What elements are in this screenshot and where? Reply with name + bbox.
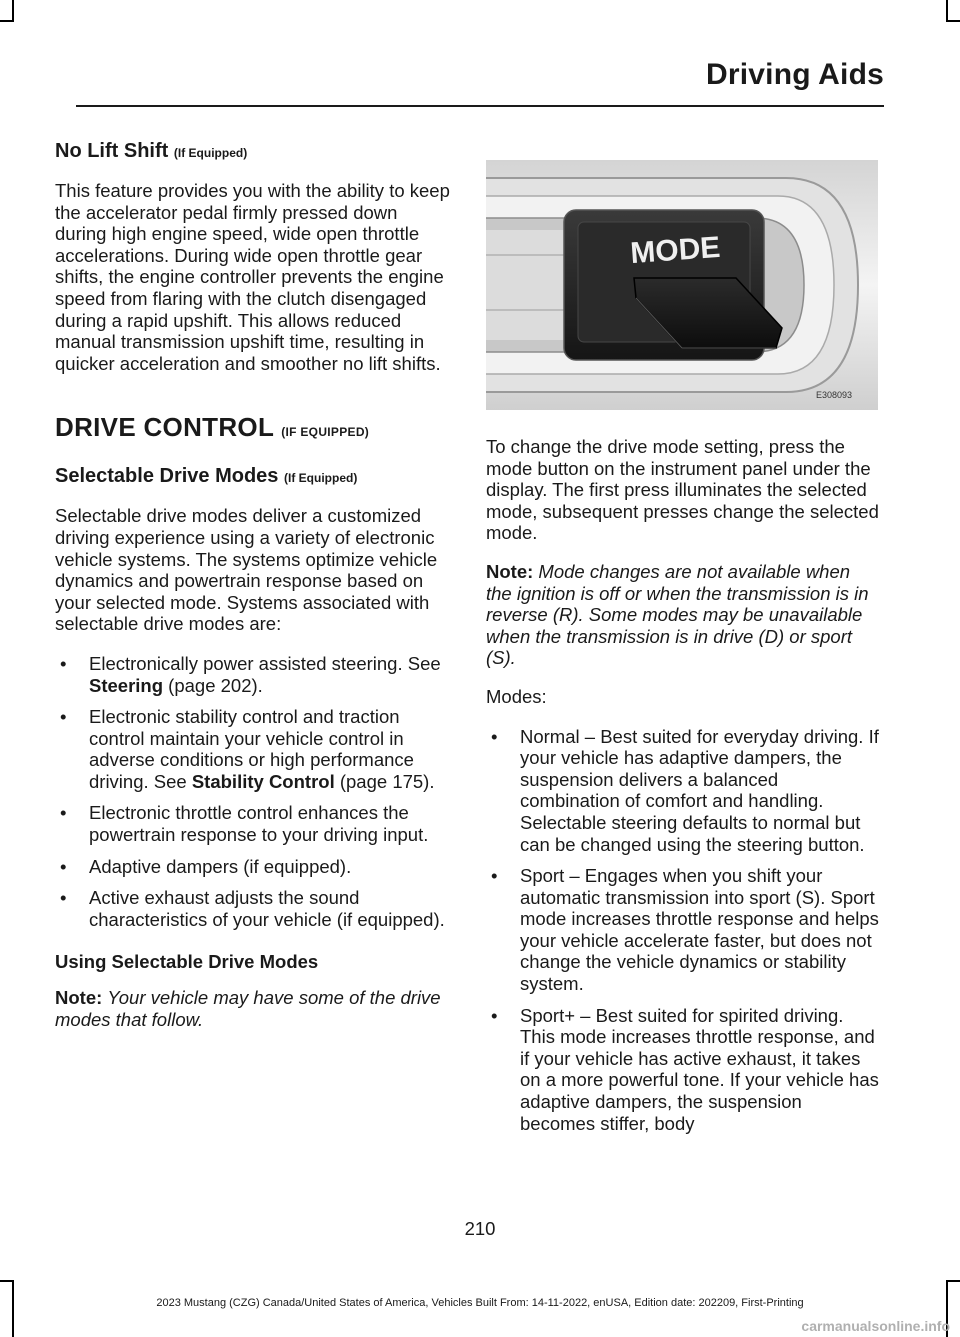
drive-mode-instructions: To change the drive mode setting, press the mode button on the instrument panel under the display. The first press illuminates the selected mode, subsequent presses change the selected mode. (486, 436, 879, 544)
list-item (486, 865, 880, 995)
list-item-page-ref: (page 175). (334, 770, 435, 792)
crop-mark-top-left-v (12, 0, 14, 22)
crop-mark-top-left-h (0, 20, 14, 22)
no-lift-shift-suffix: (If Equipped) (173, 146, 248, 160)
steering-reference-link[interactable]: Steering (89, 674, 164, 696)
mode-label: MODE (629, 230, 722, 271)
mode-normal-text: Normal – Best suited for everyday driving. If your vehicle has adaptive dampers, the suspension delivers a balanced combination of comfort and handling. Selectable steering defaults to normal but can be changed using the steering button. (520, 725, 879, 855)
note-text: Your vehicle may have some of the drive modes that follow. (55, 987, 441, 1031)
bullet: • (491, 1004, 498, 1026)
no-lift-shift-body: This feature provides you with the ability to keep the accelerator pedal firmly pressed down during high engine speed, wide open throttle accelerations. During wide open throttle gear shifts, the engine controller prevents the engine speed from flaring with the clutch disengaged during a rapid upshift. This allows reduced manual transmission upshift time, resulting in quicker acceleration and smoother no lift shifts. (55, 180, 450, 374)
drive-control-title: DRIVE CONTROL (55, 412, 274, 443)
note-paragraph (55, 987, 450, 1030)
drive-control-heading (55, 412, 450, 443)
right-column (486, 436, 880, 1134)
mode-button-drawing (486, 160, 878, 410)
left-column (55, 140, 450, 1031)
mode-button-illustration (486, 160, 878, 410)
no-lift-shift-title: No Lift Shift (55, 140, 169, 162)
list-item (55, 653, 450, 696)
crop-mark-top-right-h (946, 20, 960, 22)
list-item (55, 887, 450, 930)
list-item (486, 1005, 880, 1135)
mode-sport-plus-text: Sport+ – Best suited for spirited driving. This mode increases throttle response, and if your vehicle has active exhaust, it takes on a more powerful tone. If your vehicle has adaptive dampers, the suspension becomes stiffer, body (520, 1004, 879, 1134)
note-label: Note: (486, 560, 534, 582)
footer-edition-text: 2023 Mustang (CZG) Canada/United States of America, Vehicles Built From: 14-11-2022, enUSA, Edition date: 202209, First-Printing (156, 1297, 804, 1309)
selectable-drive-modes-body: Selectable drive modes deliver a customized driving experience using a variety of electronic vehicle systems. The systems optimize vehicle dynamics and powertrain response based on your selected mode. Systems associated with selectable drive modes are: (55, 505, 438, 635)
selectable-drive-modes-title: Selectable Drive Modes (55, 465, 279, 488)
systems-list (55, 653, 450, 931)
note-paragraph (486, 561, 880, 669)
bullet: • (60, 855, 67, 877)
page-number: 210 (464, 1218, 496, 1239)
list-item-text: Active exhaust adjusts the sound characteristics of your vehicle (if equipped). (89, 887, 445, 930)
list-item-text: Electronic throttle control enhances the powertrain response to your driving input. (89, 802, 429, 846)
no-lift-shift-heading (55, 140, 450, 163)
modes-label: Modes: (486, 685, 547, 707)
crop-mark-bottom-left-h (0, 1280, 14, 1282)
list-item-text: Adaptive dampers (if equipped). (89, 855, 352, 877)
note-label: Note: (55, 987, 103, 1009)
bullet: • (491, 725, 498, 747)
mode-sport-text: Sport – Engages when you shift your automatic transmission into sport (S). Sport mode increases throttle response and helps your vehicle accelerate faster, but does not change the vehicle dynamics or stability system. (520, 865, 879, 995)
bullet: • (60, 652, 67, 674)
using-drive-modes-heading: Using Selectable Drive Modes (55, 951, 319, 973)
list-item (486, 726, 880, 856)
selectable-drive-modes-suffix: (If Equipped) (284, 471, 358, 486)
header-divider (76, 105, 884, 107)
modes-list (486, 726, 880, 1135)
list-item-text: Electronic stability control and traction control maintain your vehicle control in adverse conditions or high performance driving. See (89, 706, 414, 792)
page-section-title: Driving Aids (706, 58, 884, 91)
bullet: • (60, 887, 67, 909)
figure-code: E308093 (816, 390, 853, 400)
list-item (55, 856, 450, 878)
selectable-drive-modes-heading (55, 465, 450, 488)
bullet: • (491, 865, 498, 887)
crop-mark-top-right-v (946, 0, 948, 22)
list-item-text: Electronically power assisted steering. See (89, 652, 441, 674)
list-item-page-ref: (page 202). (163, 674, 263, 696)
list-item (55, 802, 450, 845)
bullet: • (60, 706, 67, 728)
note-text: Mode changes are not available when the ignition is off or when the transmission is in reverse (R). Some modes may be unavailable when the transmission is in drive (D) or sport (S). (486, 560, 869, 669)
stability-control-reference-link[interactable]: Stability Control (191, 770, 335, 792)
watermark: carmanualsonline.info (801, 1318, 950, 1334)
drive-control-suffix: (IF EQUIPPED) (281, 425, 370, 440)
list-item (55, 706, 450, 792)
bullet: • (60, 802, 67, 824)
crop-mark-bottom-right-h (946, 1280, 960, 1282)
